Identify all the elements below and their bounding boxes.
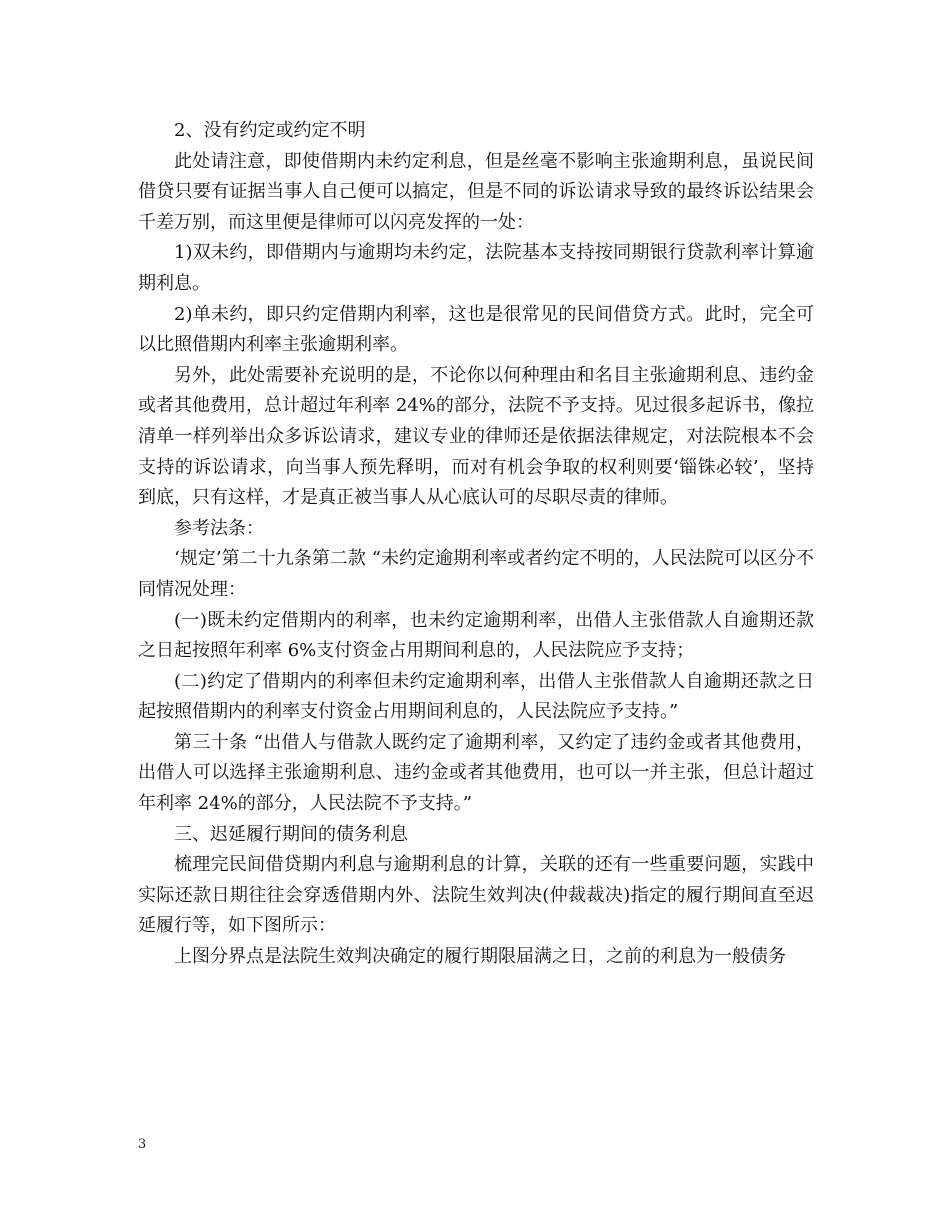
paragraph-summary: 梳理完民间借贷期内利息与逾期利息的计算，关联的还有一些重要问题，实践中实际还款日期往往会穿透借期内外、法院生效判决(仲裁裁决)指定的履行期间直至迟延履行等，如下图所示： bbox=[138, 854, 814, 937]
paragraph-article-29: ‘规定’第二十九条第二款 “未约定逾期利率或者约定不明的，人民法院可以区分不同情况处理： bbox=[138, 548, 814, 600]
paragraph-boundary: 上图分界点是法院生效判决确定的履行期限届满之日，之前的利息为一般债务 bbox=[174, 946, 786, 968]
paragraph-clause-1: (一)既未约定借期内的利率，也未约定逾期利率，出借人主张借款人自逾期还款之日起按照年利率 6%支付资金占用期间利息的，人民法院应予支持； bbox=[138, 609, 814, 662]
page-number: 3 bbox=[138, 1137, 147, 1152]
paragraph-double-unagreed: 1)双未约，即借期内与逾期均未约定，法院基本支持按同期银行贷款利率计算逾期利息。 bbox=[138, 242, 814, 294]
paragraph-single-unagreed: 2)单未约，即只约定借期内利率，这也是很常见的民间借贷方式。此时，完全可以比照借期内利率主张逾期利率。 bbox=[138, 303, 814, 356]
subheading-no-agreement: 2、没有约定或约定不明 bbox=[174, 120, 366, 141]
section-heading-delayed-performance: 三、迟延履行期间的债务利息 bbox=[174, 823, 408, 845]
paragraph-note: 此处请注意，即使借期内未约定利息，但是丝毫不影响主张逾期利息，虽说民间借贷只要有证据当事人自己便可以搞定，但是不同的诉讼请求导致的最终诉讼结果会千差万别，而这里便是律师可以闪亮发挥的一处： bbox=[138, 150, 814, 233]
paragraph-reference-heading: 参考法条： bbox=[174, 517, 264, 539]
paragraph-clause-2: (二)约定了借期内的利率但未约定逾期利率，出借人主张借款人自逾期还款之日起按照借期内的利率支付资金占用期间利息的，人民法院应予支持。” bbox=[138, 670, 814, 723]
paragraph-supplement: 另外，此处需要补充说明的是，不论你以何种理由和名目主张逾期利息、违约金或者其他费用，总计超过年利率 24%的部分，法院不予支持。见过很多起诉书，像拉清单一样列举出众多诉讼请求，建议专业的律师还是依据法律规定，对法院根本不会支持的诉讼请求，向当事人预先释明，而对有机会争取的权利则要‘锱铢必较’，坚持到底，只有这样，才是真正被当事人从心底认可的尽职尽责的律师。 bbox=[138, 364, 814, 509]
document-body bbox=[138, 116, 814, 973]
paragraph-article-30: 第三十条 “出借人与借款人既约定了逾期利率，又约定了违约金或者其他费用，出借人可以选择主张逾期利息、违约金或者其他费用，也可以一并主张，但总计超过年利率 24%的部分，人民法院不予支持。” bbox=[138, 731, 814, 815]
